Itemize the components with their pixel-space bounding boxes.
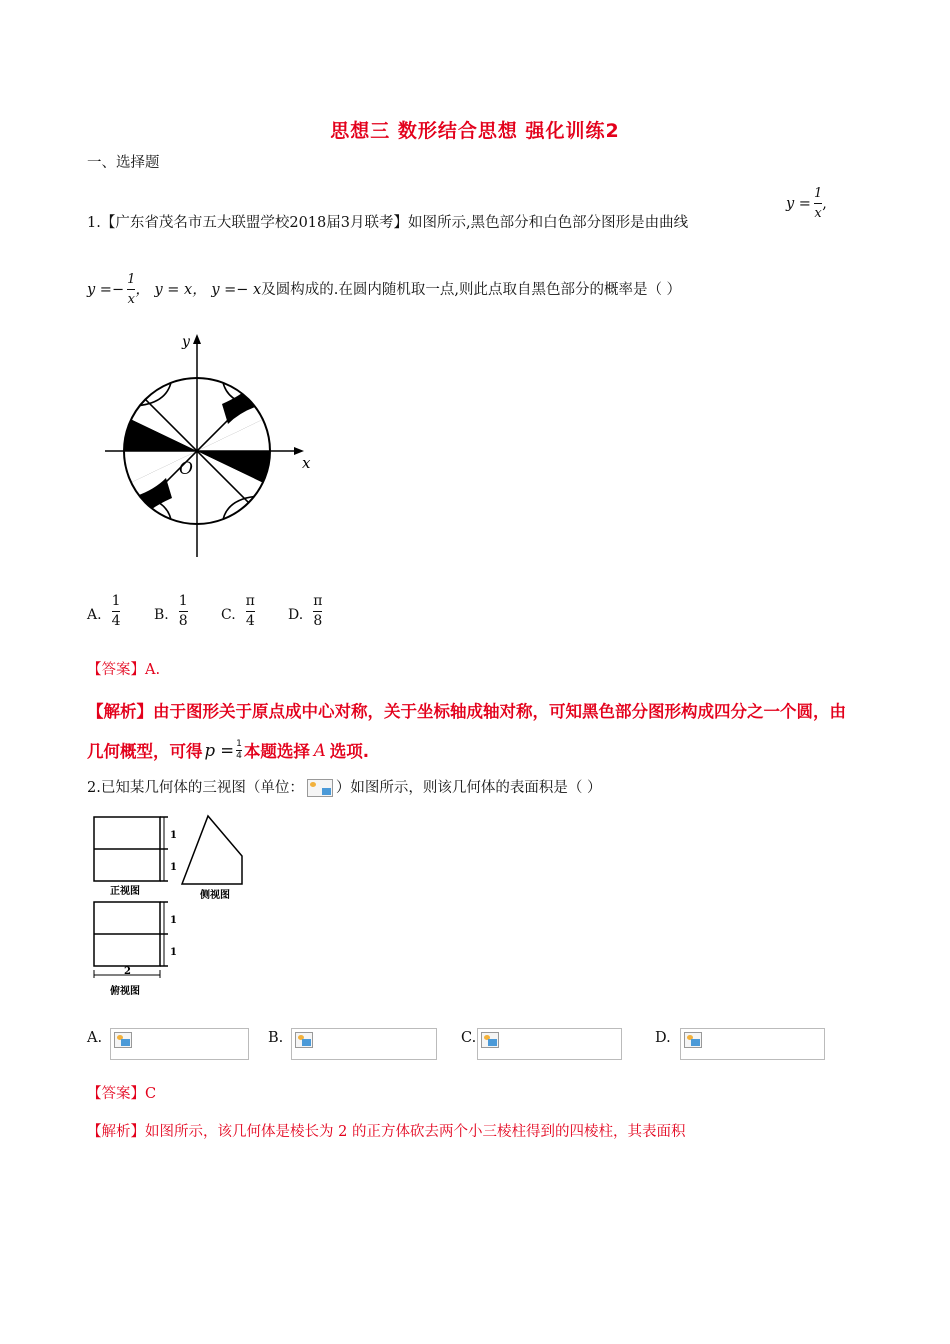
top-view: [94, 902, 168, 978]
option-den: 8: [178, 613, 188, 629]
q1-option-c[interactable]: [221, 593, 288, 629]
curve1-den: x: [814, 206, 822, 221]
q2-option-c-label: C.: [461, 1030, 477, 1046]
analysis-choice: A: [313, 740, 326, 760]
q2-text-a: 2.已知某几何体的三视图（单位：: [87, 780, 304, 796]
q2-option-d-label: D.: [655, 1030, 671, 1046]
option-fraction: [179, 594, 188, 629]
option-fraction: [313, 594, 322, 629]
q1-number: 1.: [87, 215, 101, 231]
broken-image-icon: [684, 1032, 702, 1048]
y-axis-label: y: [182, 334, 190, 350]
broken-image-icon: [114, 1032, 132, 1048]
curve1-lhs: y =: [786, 195, 811, 212]
option-fraction: [246, 594, 255, 629]
top-dim-2: 1: [170, 947, 177, 958]
option-fraction: [112, 594, 121, 629]
q1-curve1: [786, 186, 827, 221]
analysis-text-a: 几何概型，可得: [87, 742, 203, 761]
y-axis-arrow: [193, 334, 201, 344]
top-dim-1: 1: [170, 915, 177, 926]
q1-analysis-line2: [87, 738, 369, 762]
curve2-num: 1: [127, 272, 136, 287]
origin-label: O: [179, 459, 193, 479]
q2-analysis-label: 【解析】: [87, 1124, 145, 1140]
q1-analysis-line1: 【解析】由于图形关于原点成中心对称，关于坐标轴成轴对称，可知黑色部分图形构成四分之一个圆，由: [87, 702, 846, 721]
q2-stem: [87, 778, 601, 798]
option-den: 4: [111, 613, 121, 629]
option-label: B.: [154, 607, 169, 623]
q2-analysis-text: 如图所示，该几何体是棱长为 2 的正方体砍去两个小三棱柱得到的四棱柱，其表面积: [145, 1124, 686, 1140]
q2-option-b-box[interactable]: [291, 1028, 437, 1060]
top-view-label: 俯视图: [110, 986, 140, 997]
curve2-den: x: [127, 292, 135, 307]
front-dim-1: 1: [170, 830, 177, 841]
curve1-fraction: [814, 186, 822, 221]
front-dim-2: 1: [170, 862, 177, 873]
q2-option-d-box[interactable]: [680, 1028, 825, 1060]
unit-image-icon: [307, 779, 333, 797]
x-axis-label: x: [302, 454, 311, 472]
analysis-text-b: 本题选择: [243, 742, 310, 761]
q2-option-a-box[interactable]: [110, 1028, 249, 1060]
side-view-label: 侧视图: [200, 890, 230, 901]
q1-option-a[interactable]: [87, 593, 154, 629]
section-heading: 一、选择题: [87, 155, 160, 171]
option-label: C.: [221, 607, 236, 623]
q1-text-b: 及圆构成的.在圆内随机取一点,则此点取自黑色部分的概率是（ ）: [261, 281, 682, 298]
option-den: 4: [245, 613, 255, 629]
q1-source: 【广东省茂名市五大联盟学校2018届3月联考】: [100, 215, 408, 231]
q2-analysis: [87, 1122, 685, 1142]
q1-text-a: 如图所示,黑色部分和白色部分图形是由曲线: [407, 215, 689, 231]
option-label: A.: [87, 607, 102, 623]
q2-option-b-label: B.: [268, 1030, 284, 1046]
q1-options: [87, 593, 355, 629]
curve1-num: 1: [813, 186, 823, 201]
option-num: π: [313, 593, 323, 609]
analysis-text-c: 选项.: [329, 742, 370, 761]
curve1-comma: ,: [822, 195, 827, 212]
q1-figure: [100, 332, 330, 562]
q2-three-view-figure: [88, 812, 248, 1002]
option-label: D.: [288, 607, 304, 623]
broken-image-icon: [295, 1032, 313, 1048]
front-view-label: 正视图: [110, 886, 140, 897]
q1-answer: 【答案】A.: [87, 662, 161, 678]
q1-stem-line2: [87, 272, 681, 307]
broken-image-icon: [481, 1032, 499, 1048]
q1-option-d[interactable]: [288, 593, 355, 629]
analysis-p-num: 1: [236, 738, 242, 749]
page-title: 思想三 数形结合思想 强化训练2: [330, 120, 620, 142]
curve2-fraction: [127, 272, 135, 307]
front-view: [94, 817, 168, 881]
curve2-lhs: y =−: [87, 281, 125, 298]
q2-text-b: ）如图所示，则该几何体的表面积是（ ）: [335, 780, 602, 796]
q2-option-c-box[interactable]: [477, 1028, 622, 1060]
curves-rest: ， y = x， y =− x: [135, 281, 262, 298]
top-dim-width: 2: [124, 966, 131, 977]
option-num: 1: [178, 593, 188, 609]
q1-stem-line1: [87, 213, 688, 233]
analysis-p: p =: [204, 740, 235, 760]
option-num: π: [245, 593, 255, 609]
side-view: [182, 816, 242, 884]
option-den: 8: [313, 613, 323, 629]
q2-option-a-label: A.: [87, 1030, 103, 1046]
analysis-p-den: 4: [236, 750, 242, 761]
q1-option-b[interactable]: [154, 593, 221, 629]
analysis-fraction: [236, 740, 242, 761]
option-num: 1: [111, 593, 121, 609]
q2-answer: 【答案】C: [87, 1086, 157, 1102]
